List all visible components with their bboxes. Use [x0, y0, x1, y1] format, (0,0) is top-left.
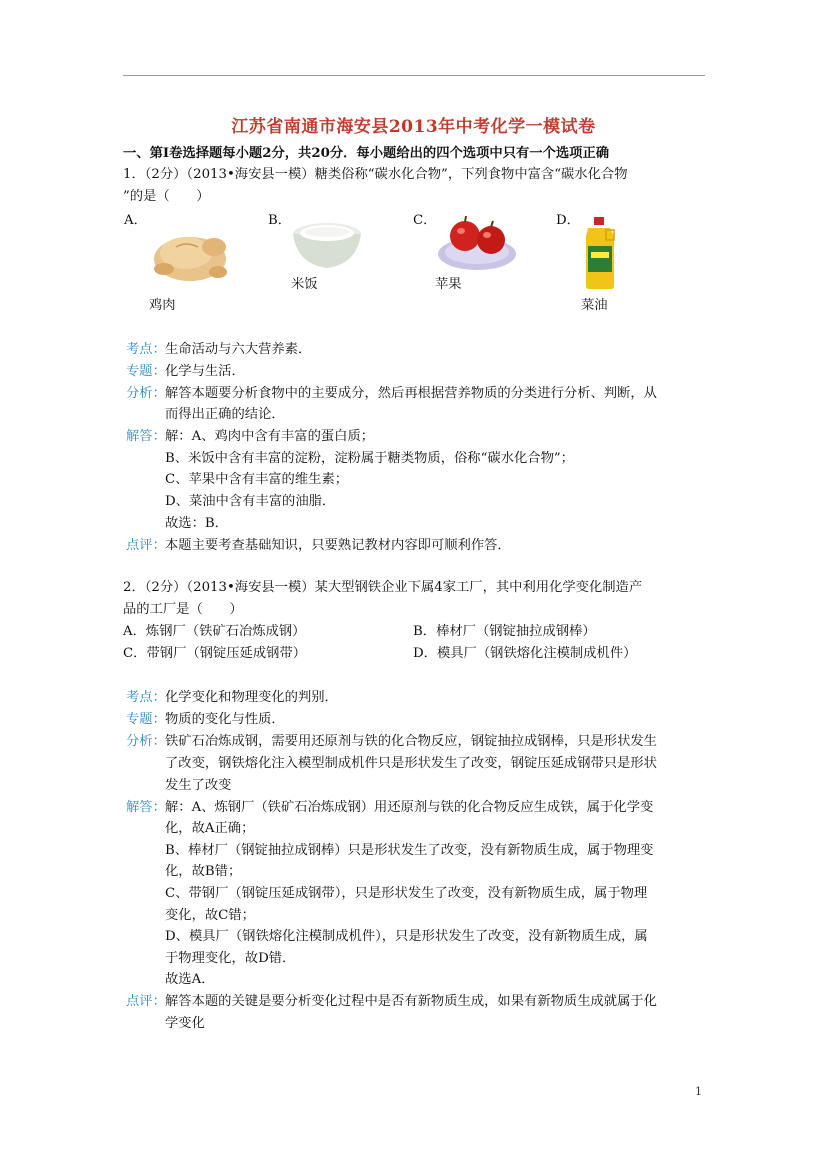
- q1-option-a-label: A．: [124, 213, 147, 228]
- q1-option-b-label: B．: [268, 213, 292, 228]
- q1-zhuanti: 化学与生活．: [165, 364, 245, 379]
- q2-jieda-line: 化，故B错；: [165, 864, 242, 879]
- chicken-icon: [146, 217, 236, 287]
- oil-bottle-icon: [582, 216, 618, 290]
- q1-option-d-label: D．: [556, 213, 580, 228]
- q2-option-b: B．棒材厂（钢锭抽拉成钢棒）: [413, 624, 596, 639]
- q1-zhuanti-label: 专题：: [126, 364, 166, 379]
- apple-plate-icon: [436, 210, 518, 272]
- q1-caption-rice: 米饭: [291, 277, 318, 292]
- q1-fenxi-line1: 解答本题要分析食物中的主要成分，然后再根据营养物质的分类进行分析、判断，从: [165, 386, 657, 401]
- page-title: 江苏省南通市海安县2013年中考化学一模试卷: [231, 117, 596, 137]
- q2-jieda-line: 解：A、炼钢厂（铁矿石冶炼成钢）用还原剂与铁的化合物反应生成铁，属于化学变: [165, 800, 654, 815]
- q1-dianping: 本题主要考查基础知识，只要熟记教材内容即可顺利作答．: [165, 538, 511, 553]
- q1-jieda-line: B、米饭中含有丰富的淀粉，淀粉属于糖类物质，俗称“碳水化合物”；: [165, 451, 574, 466]
- section-heading: 一、第Ⅰ卷选择题每小题2分，共20分．每小题给出的四个选项中只有一个选项正确: [123, 146, 610, 161]
- q2-zhuanti: 物质的变化与性质．: [165, 712, 285, 727]
- q2-jieda-line: 故选A．: [165, 972, 215, 987]
- q1-caption-oil: 菜油: [581, 298, 608, 313]
- q1-option-c-label: C．: [413, 213, 437, 228]
- q1-fenxi-line2: 而得出正确的结论．: [165, 407, 285, 422]
- q1-jieda-line: 故选：B．: [165, 516, 228, 531]
- q1-kaodian: 生命活动与六大营养素．: [165, 342, 312, 357]
- rice-bowl-icon: [291, 218, 363, 274]
- q2-jieda-line: B、棒材厂（钢锭抽拉成钢棒）只是形状发生了改变，没有新物质生成，属于物理变: [165, 843, 654, 858]
- q1-kaodian-label: 考点：: [126, 342, 166, 357]
- q1-jieda-line: C、苹果中含有丰富的维生素；: [165, 472, 349, 487]
- page-number: 1: [695, 1085, 702, 1098]
- q1-caption-chicken: 鸡肉: [149, 298, 176, 313]
- q2-fenxi-line: 发生了改变: [165, 778, 232, 793]
- q2-fenxi-line: 了改变，钢铁熔化注入模型制成机件只是形状发生了改变，钢锭压延成钢带只是形状: [165, 756, 657, 771]
- q2-jieda-line: 化，故A正确；: [165, 821, 255, 836]
- q2-jieda-label: 解答：: [126, 800, 166, 815]
- header-rule: [123, 75, 705, 76]
- q1-fenxi-label: 分析：: [126, 386, 166, 401]
- q2-dianping-line: 解答本题的关键是要分析变化过程中是否有新物质生成，如果有新物质生成就属于化: [165, 994, 657, 1009]
- q1-jieda-line: D、菜油中含有丰富的油脂．: [165, 494, 336, 509]
- q2-option-d: D．模具厂（钢铁熔化注模制成机件）: [413, 646, 637, 661]
- q1-caption-apple: 苹果: [435, 277, 462, 292]
- q2-option-c: C．带钢厂（钢锭压延成钢带）: [123, 646, 307, 661]
- q2-jieda-line: 变化，故C错；: [165, 908, 255, 923]
- q2-kaodian: 化学变化和物理变化的判别．: [165, 690, 338, 705]
- q1-jieda-label: 解答：: [126, 429, 166, 444]
- q2-jieda-line: 于物理变化，故D错．: [165, 951, 296, 966]
- q1-dianping-label: 点评：: [126, 538, 166, 553]
- q2-stem-line1: 2．（2分）（2013•海安县一模）某大型钢铁企业下属4家工厂，其中利用化学变化制造产: [123, 580, 643, 595]
- q2-dianping-label: 点评：: [126, 994, 166, 1009]
- q2-dianping-line: 学变化: [165, 1016, 205, 1031]
- q2-stem-line2: 品的工厂是（ ）: [123, 602, 243, 617]
- q2-fenxi-line: 铁矿石冶炼成钢，需要用还原剂与铁的化合物反应，钢锭抽拉成钢棒，只是形状发生: [165, 734, 657, 749]
- q2-kaodian-label: 考点：: [126, 690, 166, 705]
- q1-stem-line1: 1．（2分）（2013•海安县一模）糖类俗称“碳水化合物”，下列食物中富含“碳水化合物: [123, 167, 628, 182]
- q2-fenxi-label: 分析：: [126, 734, 166, 749]
- q2-jieda-line: D、模具厂（钢铁熔化注模制成机件），只是形状发生了改变，没有新物质生成，属: [165, 929, 648, 944]
- q2-zhuanti-label: 专题：: [126, 712, 166, 727]
- q1-stem-line2: ”的是（ ）: [123, 189, 210, 204]
- q2-jieda-line: C、带钢厂（钢锭压延成钢带），只是形状发生了改变，没有新物质生成，属于物理: [165, 886, 648, 901]
- q2-option-a: A．炼钢厂（铁矿石冶炼成钢）: [123, 624, 306, 639]
- q1-jieda-line: 解：A、鸡肉中含有丰富的蛋白质；: [165, 429, 375, 444]
